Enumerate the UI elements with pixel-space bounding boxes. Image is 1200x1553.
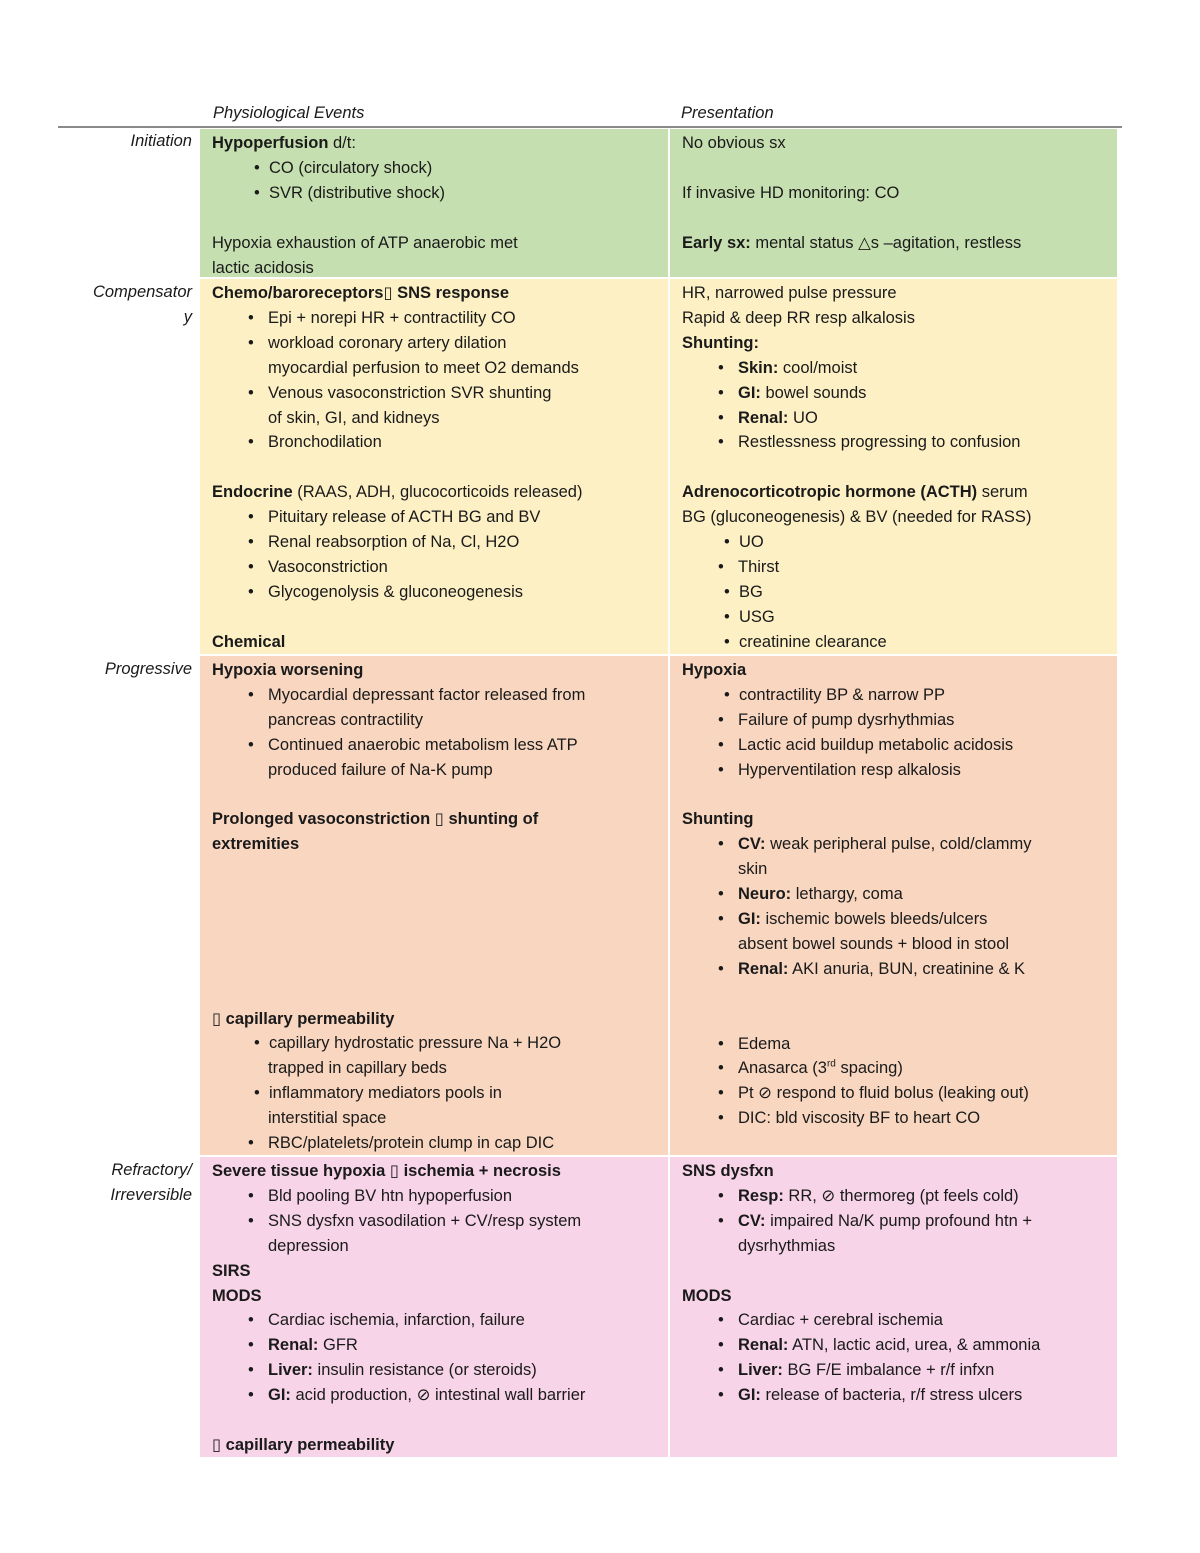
bold-text: Liver:	[738, 1361, 783, 1380]
text-line	[212, 480, 658, 505]
text-line: Shunting	[682, 810, 754, 829]
list-item: • SNS dysfxn vasodilation + CV/resp system	[212, 1209, 658, 1234]
compensatory-presentation-cell	[670, 279, 1117, 654]
list-item: • Epi + norepi HR + contractility CO	[212, 306, 658, 331]
list-item	[212, 1358, 658, 1383]
header-rule	[58, 126, 1122, 128]
list-item	[682, 1056, 1107, 1081]
text: serum	[977, 483, 1028, 502]
superscript: rd	[826, 1058, 836, 1070]
list-item	[682, 356, 1107, 381]
list-item-continuation: absent bowel sounds + blood in stool	[738, 934, 1010, 953]
list-item: • SVR (distributive shock)	[212, 181, 658, 206]
stage-label-line: Refractory/	[111, 1161, 192, 1179]
list-item: • inflammatory mediators pools in	[212, 1081, 658, 1106]
text-line: Prolonged vasoconstriction ▯ shunting of	[212, 810, 539, 829]
list-item-continuation: dysrhythmias	[738, 1236, 836, 1255]
text-line: ▯ capillary permeability	[212, 1009, 395, 1028]
text: impaired Na/K pump profound htn +	[765, 1211, 1032, 1230]
initiation-presentation-cell	[670, 129, 1117, 277]
list-item: • DIC: bld viscosity BF to heart CO	[682, 1106, 1107, 1131]
text: d/t:	[328, 134, 356, 152]
list-item: • RBC/platelets/protein clump in cap DIC	[212, 1131, 658, 1155]
bold-text: GI:	[738, 910, 761, 929]
text-line: SIRS	[212, 1261, 251, 1280]
list-item: • contractility BP & narrow PP	[682, 683, 1107, 708]
list-item	[682, 1333, 1107, 1358]
spacer	[212, 932, 658, 957]
text: mental status △s –agitation, restless	[750, 233, 1022, 252]
text-line: MODS	[212, 1286, 262, 1305]
list-item: • Restlessness progressing to confusion	[682, 430, 1107, 455]
list-item: • USG	[682, 605, 1107, 630]
spacer	[682, 982, 1107, 1007]
text: bowel sounds	[760, 383, 867, 402]
bold-text: GI:	[268, 1386, 291, 1405]
text-line: Hypoxia	[682, 661, 747, 679]
list-item	[682, 1358, 1107, 1383]
list-item: • Lactic acid buildup metabolic acidosis	[682, 733, 1107, 758]
list-item	[682, 1184, 1107, 1209]
stage-label-line: Compensator	[92, 283, 192, 301]
progressive-physiological-cell	[200, 656, 668, 1155]
text: UO	[788, 408, 818, 427]
list-item	[682, 1209, 1107, 1234]
list-item-continuation: trapped in capillary beds	[268, 1059, 447, 1078]
bold-text: CV:	[738, 835, 766, 854]
list-item-continuation: myocardial perfusion to meet O2 demands	[268, 358, 579, 377]
list-item	[682, 1383, 1107, 1408]
spacer	[212, 857, 658, 882]
list-item: • Thirst	[682, 555, 1107, 580]
text-line: SNS dysfxn	[682, 1162, 774, 1180]
bold-text: GI:	[738, 383, 761, 402]
spacer	[682, 455, 1107, 480]
bold-text: Skin:	[738, 358, 779, 377]
text-line: Shunting:	[682, 333, 759, 352]
list-item: • creatinine clearance	[682, 630, 1107, 654]
spacer	[212, 957, 658, 982]
text-line: If invasive HD monitoring: CO	[682, 183, 900, 202]
stage-compensatory	[58, 280, 192, 330]
initiation-physiological-cell	[200, 129, 668, 277]
list-item: • Renal reabsorption of Na, Cl, H2O	[212, 530, 658, 555]
text: RR, ⊘ thermoreg (pt feels cold)	[783, 1186, 1019, 1205]
list-item: • Pituitary release of ACTH BG and BV	[212, 505, 658, 530]
stage-progressive	[58, 657, 192, 682]
spacer	[212, 455, 658, 480]
progressive-presentation-cell	[670, 656, 1117, 1155]
text: spacing)	[835, 1059, 903, 1078]
list-item: • capillary hydrostatic pressure Na + H2O	[212, 1031, 658, 1056]
text-line: Rapid & deep RR resp alkalosis	[682, 308, 915, 327]
text-line	[212, 131, 658, 156]
list-item-continuation: depression	[268, 1236, 349, 1255]
text: GFR	[318, 1336, 358, 1355]
list-item	[682, 406, 1107, 431]
list-item-continuation: skin	[738, 860, 768, 879]
text: BG F/E imbalance + r/f infxn	[782, 1361, 995, 1380]
spacer	[212, 605, 658, 630]
bold-text: Adrenocorticotropic hormone (ACTH)	[682, 483, 978, 502]
spacer	[212, 783, 658, 808]
list-item: • Edema	[682, 1032, 1107, 1057]
text-line: Hypoxia exhaustion of ATP anaerobic met	[212, 233, 518, 252]
bold-text: Renal:	[738, 1336, 789, 1355]
stage-label: Initiation	[130, 132, 192, 150]
text: lethargy, coma	[791, 885, 903, 904]
refractory-physiological-cell	[200, 1157, 668, 1457]
bold-text: CV:	[738, 1211, 766, 1230]
bold-text: Renal:	[268, 1336, 319, 1355]
list-item: • CO (circulatory shock)	[212, 156, 658, 181]
text-line: BG (gluconeogenesis) & BV (needed for RASS)	[682, 508, 1032, 527]
list-item: • Vasoconstriction	[212, 555, 658, 580]
list-item: • Bld pooling BV htn hypoperfusion	[212, 1184, 658, 1209]
text-line: MODS	[682, 1286, 732, 1305]
text-line: extremities	[212, 835, 300, 854]
list-item	[682, 832, 1107, 857]
spacer	[212, 882, 658, 907]
text-line: Chemo/baroreceptors▯ SNS response	[212, 284, 509, 302]
bold-text: Endocrine	[212, 483, 293, 502]
list-item-continuation: interstitial space	[268, 1109, 387, 1128]
list-item	[682, 381, 1107, 406]
spacer	[682, 783, 1107, 808]
text: cool/moist	[778, 358, 858, 377]
text: release of bacteria, r/f stress ulcers	[760, 1386, 1023, 1405]
bold-text: GI:	[738, 1386, 761, 1405]
list-item: • Continued anaerobic metabolism less ATP	[212, 733, 658, 758]
bold-text: Renal:	[738, 408, 789, 427]
text-line: No obvious sx	[682, 134, 786, 152]
header-presentation: Presentation	[681, 104, 774, 122]
bold-text: Liver:	[268, 1361, 313, 1380]
list-item: • Cardiac + cerebral ischemia	[682, 1308, 1107, 1333]
spacer	[212, 907, 658, 932]
bold-text: Neuro:	[738, 885, 792, 904]
text: ATN, lactic acid, urea, & ammonia	[788, 1336, 1041, 1355]
spacer	[682, 156, 1107, 181]
spacer	[682, 206, 1107, 231]
bold-text: Renal:	[738, 959, 789, 978]
spacer	[682, 1007, 1107, 1032]
text: (RAAS, ADH, glucocorticoids released)	[292, 483, 583, 502]
list-item: • Hyperventilation resp alkalosis	[682, 758, 1107, 783]
refractory-presentation-cell	[670, 1157, 1117, 1457]
stage-refractory	[58, 1158, 192, 1208]
text: Anasarca (3	[738, 1059, 827, 1078]
spacer	[212, 982, 658, 1007]
list-item-continuation: of skin, GI, and kidneys	[268, 408, 440, 427]
bold-text: Early sx:	[682, 233, 751, 252]
list-item: • BG	[682, 580, 1107, 605]
stage-label-line: y	[183, 308, 192, 326]
bold-text: Resp:	[738, 1186, 784, 1205]
stage-label: Progressive	[104, 660, 192, 678]
stage-label-line: Irreversible	[110, 1186, 192, 1204]
text-line: ▯ capillary permeability	[212, 1435, 395, 1454]
spacer	[682, 1259, 1107, 1284]
spacer	[212, 1408, 658, 1433]
list-item	[212, 1383, 658, 1408]
list-item: • UO	[682, 530, 1107, 555]
list-item-continuation: produced failure of Na-K pump	[268, 760, 493, 779]
text-line	[682, 480, 1107, 505]
list-item: • Bronchodilation	[212, 430, 658, 455]
list-item	[682, 957, 1107, 982]
stage-initiation	[58, 129, 192, 154]
bold-text: Hypoperfusion	[212, 134, 329, 152]
header-physiological-events: Physiological Events	[213, 104, 365, 122]
list-item: • Cardiac ischemia, infarction, failure	[212, 1308, 658, 1333]
text-line: Chemical	[212, 632, 286, 651]
text-line: HR, narrowed pulse pressure	[682, 284, 897, 302]
list-item-continuation: pancreas contractility	[268, 710, 423, 729]
text: acid production, ⊘ intestinal wall barrier	[290, 1386, 586, 1405]
text: insulin resistance (or steroids)	[312, 1361, 537, 1380]
text: ischemic bowels bleeds/ulcers	[760, 910, 988, 929]
list-item: • Pt ⊘ respond to fluid bolus (leaking out)	[682, 1081, 1107, 1106]
text-line: Hypoxia worsening	[212, 661, 364, 679]
text: weak peripheral pulse, cold/clammy	[765, 835, 1032, 854]
list-item: • Myocardial depressant factor released from	[212, 683, 658, 708]
text-line: lactic acidosis	[212, 258, 314, 277]
spacer	[212, 206, 658, 231]
list-item: • Venous vasoconstriction SVR shunting	[212, 381, 658, 406]
compensatory-physiological-cell	[200, 279, 668, 654]
list-item	[682, 907, 1107, 932]
text-line: Severe tissue hypoxia ▯ ischemia + necrosis	[212, 1162, 561, 1180]
list-item: • Failure of pump dysrhythmias	[682, 708, 1107, 733]
text: AKI anuria, BUN, creatinine & K	[788, 959, 1026, 978]
list-item	[212, 1333, 658, 1358]
list-item: • Glycogenolysis & gluconeogenesis	[212, 580, 658, 605]
list-item: • workload coronary artery dilation	[212, 331, 658, 356]
list-item	[682, 882, 1107, 907]
text-line	[682, 231, 1107, 256]
